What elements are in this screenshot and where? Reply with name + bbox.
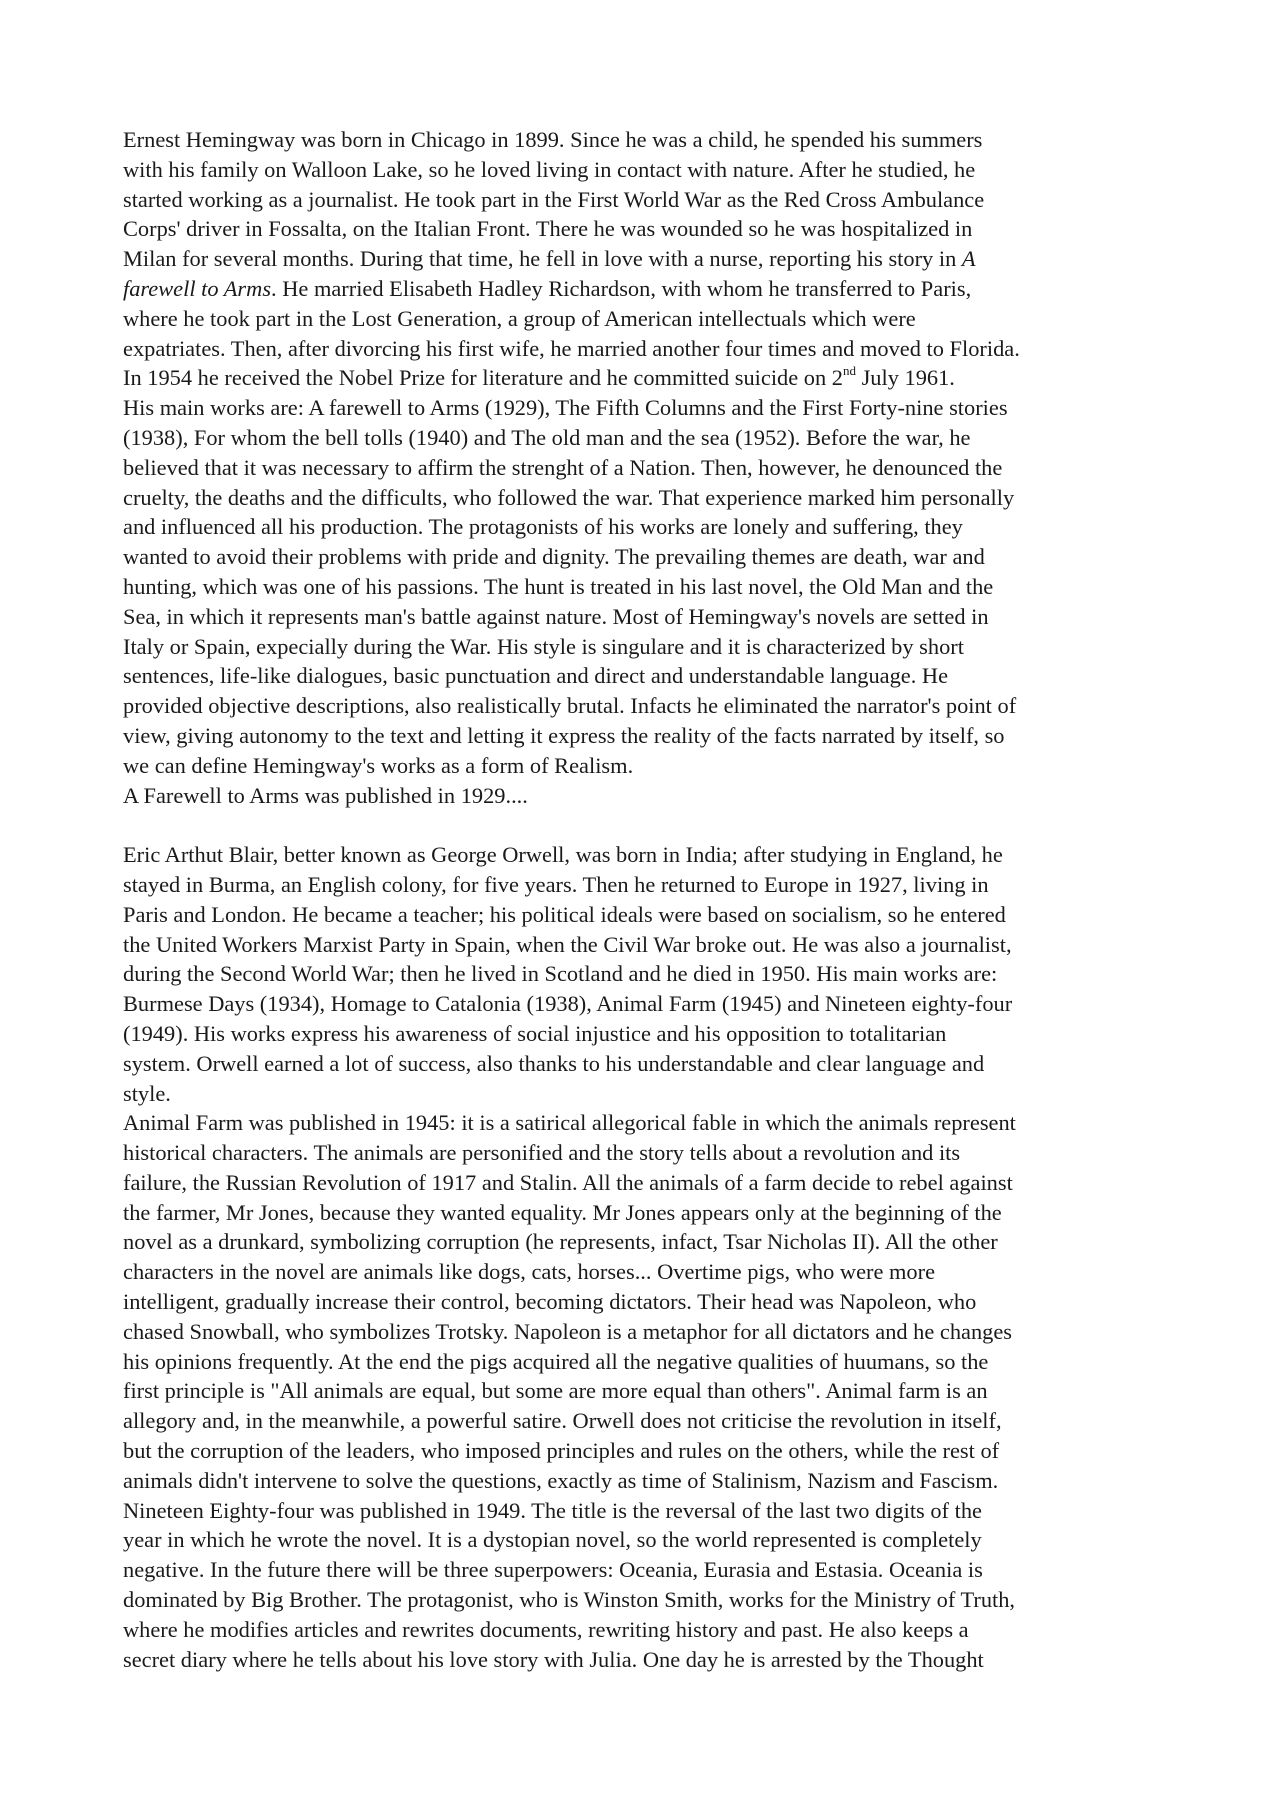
text-line: but the corruption of the leaders, who imposed principles and rules on the others, while the rest of [123, 1438, 1000, 1464]
text-line: view, giving autonomy to the text and letting it express the reality of the facts narrated by itself, so [123, 722, 1005, 748]
orwell-section [123, 840, 1183, 1674]
text-line: Animal Farm was published in 1945: it is a satirical allegorical fable in which the animals represent [123, 1110, 1016, 1136]
text-line: believed that it was necessary to affirm the strenght of a Nation. Then, however, he denounced the [123, 454, 1003, 480]
text-segment: . He married Elisabeth Hadley Richardson, with whom he transferred to Paris, [271, 275, 972, 301]
text-line: the farmer, Mr Jones, because they wanted equality. Mr Jones appears only at the beginning of the [123, 1199, 1002, 1225]
italic-title: farewell to Arms [123, 275, 272, 301]
text-line: (1949). His works express his awareness of social injustice and his opposition to totalitarian [123, 1020, 947, 1046]
text-line: dominated by Big Brother. The protagonist, who is Winston Smith, works for the Ministry of Truth, [123, 1587, 1016, 1613]
text-line: Corps' driver in Fossalta, on the Italian Front. There he was wounded so he was hospitalized in [123, 216, 973, 242]
text-line: novel as a drunkard, symbolizing corruption (he represents, infact, Tsar Nicholas II). All the other [123, 1229, 998, 1255]
text-line: intelligent, gradually increase their control, becoming dictators. Their head was Napoleon, who [123, 1289, 977, 1315]
text-line: his opinions frequently. At the end the pigs acquired all the negative qualities of huumans, so the [123, 1348, 989, 1374]
text-line: Eric Arthut Blair, better known as George Orwell, was born in India; after studying in England, he [123, 842, 1003, 868]
text-line: expatriates. Then, after divorcing his first wife, he married another four times and moved to Florida. [123, 335, 1020, 361]
text-line: system. Orwell earned a lot of success, also thanks to his understandable and clear language and [123, 1050, 985, 1076]
text-segment: July 1961. [855, 365, 955, 391]
text-line [123, 363, 1183, 393]
text-line: A Farewell to Arms was published in 1929.... [123, 782, 528, 808]
text-line [123, 244, 1183, 274]
text-segment: In 1954 he received the Nobel Prize for literature and he committed suicide on 2 [123, 365, 843, 391]
text-line [123, 274, 1183, 304]
text-line: during the Second World War; then he lived in Scotland and he died in 1950. His main works are: [123, 961, 998, 987]
text-line: Sea, in which it represents man's battle against nature. Most of Hemingway's novels are setted in [123, 603, 989, 629]
text-line: first principle is "All animals are equal, but some are more equal than others". Animal farm is an [123, 1378, 988, 1404]
text-line: characters in the novel are animals like dogs, cats, horses... Overtime pigs, who were more [123, 1259, 936, 1285]
text-line: with his family on Walloon Lake, so he loved living in contact with nature. After he studied, he [123, 156, 976, 182]
text-line: His main works are: A farewell to Arms (1929), The Fifth Columns and the First Forty-nine stories [123, 395, 1008, 421]
paragraph-gap [123, 810, 1183, 840]
text-line: style. [123, 1080, 171, 1106]
hemingway-section [123, 125, 1183, 810]
text-line: the United Workers Marxist Party in Spain, when the Civil War broke out. He was also a journalist, [123, 931, 1012, 957]
text-line: failure, the Russian Revolution of 1917 and Stalin. All the animals of a farm decide to rebel against [123, 1169, 1013, 1195]
text-line: Nineteen Eighty-four was published in 1949. The title is the reversal of the last two digits of the [123, 1497, 982, 1523]
text-line: started working as a journalist. He took part in the First World War as the Red Cross Ambulance [123, 186, 985, 212]
text-line: cruelty, the deaths and the difficults, who followed the war. That experience marked him personally [123, 484, 1015, 510]
ordinal-superscript: nd [842, 362, 856, 378]
text-line: Ernest Hemingway was born in Chicago in 1899. Since he was a child, he spended his summers [123, 127, 983, 152]
text-line: Paris and London. He became a teacher; his political ideals were based on socialism, so he entered [123, 901, 1006, 927]
text-line: (1938), For whom the bell tolls (1940) and The old man and the sea (1952). Before the war, he [123, 424, 971, 450]
text-line: provided objective descriptions, also realistically brutal. Infacts he eliminated the narrator's point of [123, 693, 1017, 719]
text-line: negative. In the future there will be three superpowers: Oceania, Eurasia and Estasia. Oceania is [123, 1557, 983, 1583]
text-line: we can define Hemingway's works as a form of Realism. [123, 752, 634, 778]
text-line: chased Snowball, who symbolizes Trotsky. Napoleon is a metaphor for all dictators and he changes [123, 1318, 1013, 1344]
text-line: secret diary where he tells about his love story with Julia. One day he is arrested by the Thought [123, 1646, 984, 1672]
text-line: allegory and, in the meanwhile, a powerful satire. Orwell does not criticise the revolution in itself, [123, 1408, 1002, 1434]
text-line: Burmese Days (1934), Homage to Catalonia (1938), Animal Farm (1945) and Nineteen eighty-four [123, 991, 1013, 1017]
document-page [123, 125, 1183, 1674]
text-line: where he took part in the Lost Generation, a group of American intellectuals which were [123, 305, 916, 331]
text-segment: Milan for several months. During that time, he fell in love with a nurse, reporting his story in [123, 246, 962, 272]
text-line: Italy or Spain, expecially during the War. His style is singulare and it is characterized by short [123, 633, 964, 659]
text-line: and influenced all his production. The protagonists of his works are lonely and suffering, they [123, 514, 963, 540]
text-line: historical characters. The animals are personified and the story tells about a revolution and its [123, 1140, 961, 1166]
text-line: year in which he wrote the novel. It is a dystopian novel, so the world represented is completely [123, 1527, 982, 1553]
text-line: animals didn't intervene to solve the questions, exactly as time of Stalinism, Nazism and Fascism. [123, 1467, 999, 1493]
text-line: hunting, which was one of his passions. The hunt is treated in his last novel, the Old Man and the [123, 573, 994, 599]
italic-title-start: A [961, 246, 976, 272]
text-line: wanted to avoid their problems with pride and dignity. The prevailing themes are death, war and [123, 544, 985, 570]
text-line: where he modifies articles and rewrites documents, rewriting history and past. He also keeps a [123, 1616, 969, 1642]
text-line: stayed in Burma, an English colony, for five years. Then he returned to Europe in 1927, living in [123, 871, 989, 897]
text-line: sentences, life-like dialogues, basic punctuation and direct and understandable language. He [123, 663, 949, 689]
